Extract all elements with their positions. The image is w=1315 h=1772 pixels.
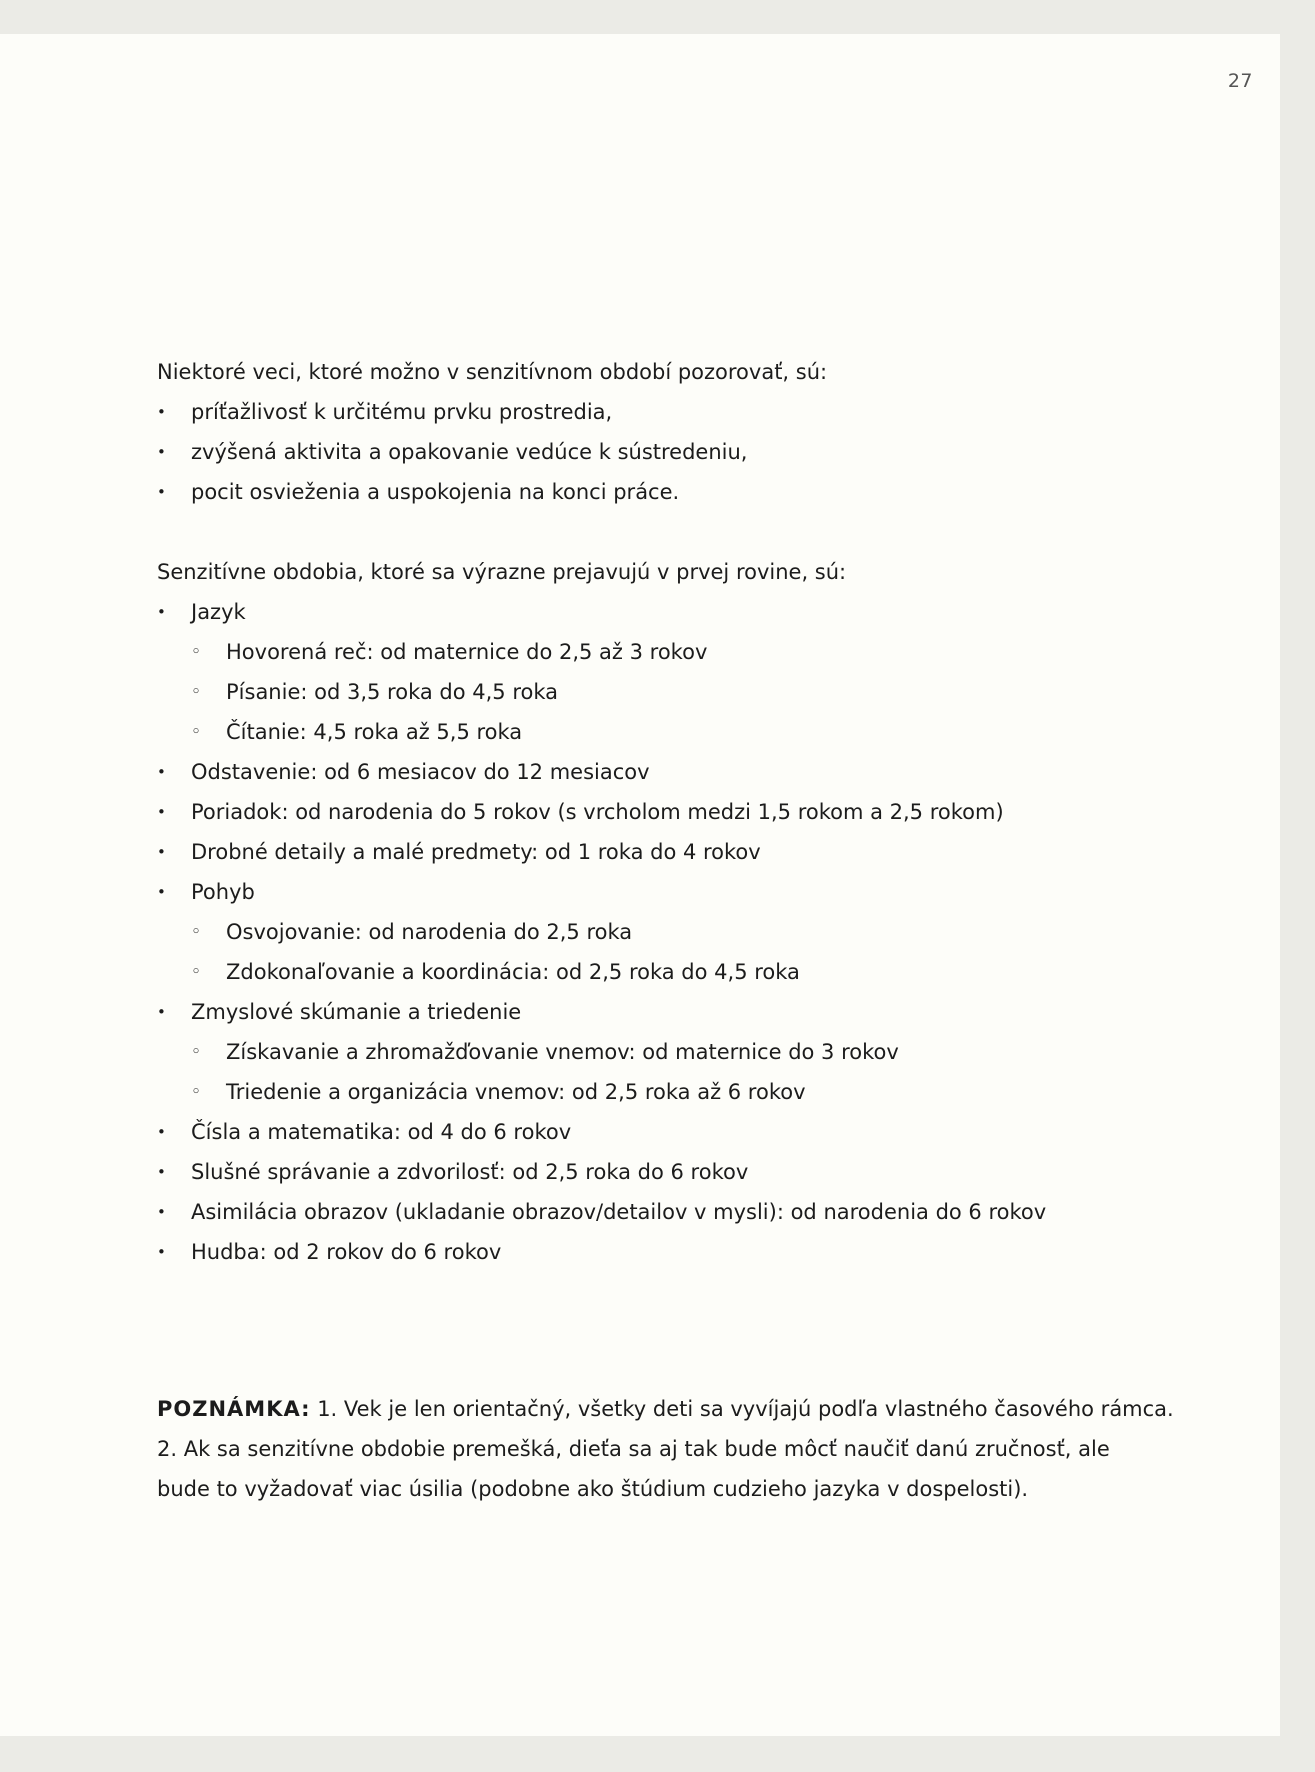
intro-list-item: • zvýšená aktivita a opakovanie vedúce k sústredeniu, bbox=[157, 432, 1177, 472]
period-sub-item: ◦ Písanie: od 3,5 roka do 4,5 roka bbox=[157, 672, 1177, 712]
note-block bbox=[157, 1389, 1177, 1509]
intro-list-item: • príťažlivosť k určitému prvku prostredia, bbox=[157, 392, 1177, 432]
document-page bbox=[0, 34, 1280, 1736]
period-item: • Drobné detaily a malé predmety: od 1 roka do 4 rokov bbox=[157, 832, 1177, 872]
note-line-2: 2. Ak sa senzitívne obdobie premešká, dieťa sa aj tak bude môcť naučiť danú zručnosť, ale bbox=[157, 1437, 1110, 1461]
period-item: • Jazyk bbox=[157, 592, 1177, 632]
period-sub-item: ◦ Triedenie a organizácia vnemov: od 2,5 roka až 6 rokov bbox=[157, 1072, 1177, 1112]
period-item: • Čísla a matematika: od 4 do 6 rokov bbox=[157, 1112, 1177, 1152]
intro-heading: Niektoré veci, ktoré možno v senzitívnom období pozorovať, sú: bbox=[157, 360, 828, 384]
period-item: • Asimilácia obrazov (ukladanie obrazov/detailov v mysli): od narodenia do 6 rokov bbox=[157, 1192, 1177, 1232]
period-item: • Zmyslové skúmanie a triedenie bbox=[157, 992, 1177, 1032]
period-sub-item: ◦ Čítanie: 4,5 roka až 5,5 roka bbox=[157, 712, 1177, 752]
periods-list bbox=[157, 592, 1177, 1272]
period-item: • Poriadok: od narodenia do 5 rokov (s vrcholom medzi 1,5 rokom a 2,5 rokom) bbox=[157, 792, 1177, 832]
spacer bbox=[157, 1272, 1177, 1389]
period-sub-item: ◦ Hovorená reč: od maternice do 2,5 až 3 rokov bbox=[157, 632, 1177, 672]
note-label: POZNÁMKA: bbox=[157, 1397, 311, 1421]
period-sub-item: ◦ Zdokonaľovanie a koordinácia: od 2,5 roka do 4,5 roka bbox=[157, 952, 1177, 992]
period-item: • Slušné správanie a zdvorilosť: od 2,5 roka do 6 rokov bbox=[157, 1152, 1177, 1192]
intro-list-item: • pocit osvieženia a uspokojenia na konci práce. bbox=[157, 472, 1177, 512]
period-item: • Pohyb bbox=[157, 872, 1177, 912]
page-content bbox=[157, 352, 1177, 1509]
period-item: • Odstavenie: od 6 mesiacov do 12 mesiacov bbox=[157, 752, 1177, 792]
intro-list bbox=[157, 392, 1177, 512]
period-item: • Hudba: od 2 rokov do 6 rokov bbox=[157, 1232, 1177, 1272]
note-text-1: 1. Vek je len orientačný, všetky deti sa vyvíjajú podľa vlastného časového rámca. bbox=[310, 1397, 1174, 1421]
period-sub-item: ◦ Získavanie a zhromažďovanie vnemov: od maternice do 3 rokov bbox=[157, 1032, 1177, 1072]
period-sub-item: ◦ Osvojovanie: od narodenia do 2,5 roka bbox=[157, 912, 1177, 952]
page-number: 27 bbox=[1227, 70, 1253, 92]
note-line-3: bude to vyžadovať viac úsilia (podobne ako štúdium cudzieho jazyka v dospelosti). bbox=[157, 1477, 1029, 1501]
spacer bbox=[157, 512, 1177, 552]
periods-heading: Senzitívne obdobia, ktoré sa výrazne prejavujú v prvej rovine, sú: bbox=[157, 560, 847, 584]
note-line-1 bbox=[157, 1389, 1177, 1429]
